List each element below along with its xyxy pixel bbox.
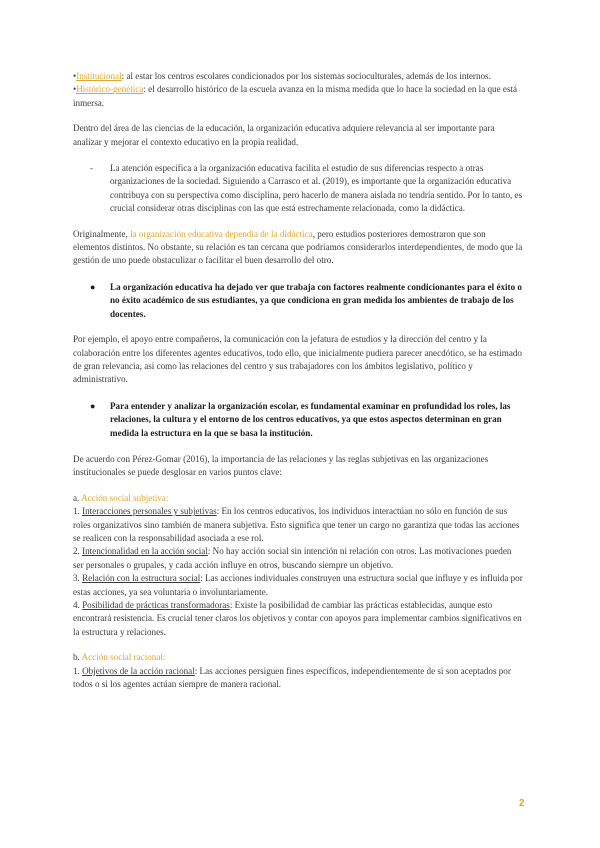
bullet-institucional (73, 70, 523, 83)
section-a-item-2 (73, 545, 523, 572)
dot-item-2-text: Para entender y analizar la organización escolar, es fundamental examinar en profundidad los roles, las relaciones, la cultura y el entorno de los centros educativos, ya que estos aspectos determinan en gran medida la estructura en la que se basa la institución. (110, 400, 511, 438)
dot-list-item-1 (73, 281, 523, 321)
bullet-text: : al estar los centros escolares condicionados por los sistemas socioculturales, además de los internos. (121, 71, 491, 81)
item-number: 1. (73, 506, 80, 517)
section-a-item-4 (73, 599, 523, 639)
item-term: Relación con la estructura social (82, 573, 201, 584)
item-text: : No hay acción social sin intención ni relación con otros. Las motivaciones pueden ser personales o grupales, y cada acción influye en otros, buscando siempre un objetivo. (73, 546, 512, 570)
item-term: Interacciones personales y subjetivas (82, 506, 217, 517)
section-b-heading (73, 651, 523, 664)
section-a-item-1 (73, 505, 523, 545)
bullet-historico (73, 83, 523, 110)
section-a-item-3 (73, 572, 523, 599)
item-number: 4. (73, 600, 80, 610)
term-institucional: Institucional (76, 71, 122, 81)
item-text: : Las acciones individuales construyen una estructura social que influye y es influida por estas acciones, ya sea voluntaria o involuntariamente. (73, 573, 523, 597)
section-b-item-1 (73, 665, 523, 692)
item-term: Objetivos de la acción racional (82, 665, 195, 676)
paragraph-3: Por ejemplo, el apoyo entre compañeros, la comunicación con la jefatura de estudios y la dirección del centro y la colaboración entre los diferentes agentes educativos, todo ello, que inicialmente pudiera parecer anecdótico, se ha estimado de gran relevancia, así como las relaciones del centro y sus trabajadores con los ámbitos legislativo, político y administrativo. (73, 334, 522, 385)
item-number: 1. (73, 665, 80, 676)
item-term: Posibilidad de prácticas transformadoras (82, 600, 230, 610)
dot-marker: ● (90, 400, 96, 411)
page-number: 2 (519, 798, 525, 809)
section-a-heading (73, 492, 523, 505)
section-a-letter: a. (73, 492, 80, 503)
item-text: : Existe la posibilidad de cambiar las prácticas establecidas, aunque esto encontrará resistencia. Es crucial tener claros los objetivos y contar con apoyos para implementar cambios significativos en la estructura y relaciones. (73, 600, 522, 637)
section-b-title: Acción social racional: (81, 652, 166, 663)
bullet-text: : el desarrollo histórico de la escuela avanza en la misma medida que lo hace la sociedad en la que está inmersa. (73, 84, 518, 108)
paragraph-2 (73, 228, 523, 268)
term-historico-genetica: Histórico-genética (76, 84, 144, 95)
dot-marker: ● (90, 281, 96, 292)
bullet-marker: • (73, 71, 77, 81)
item-text: : Las acciones persiguen fines específicos, independientemente de si son aceptados por todos o si los agentes actúan siempre de manera racional. (73, 665, 511, 690)
dash-item-text: La atención específica a la organización educativa facilita el estudio de sus diferencias respecto a otras organizaciones de la sociedad. Siguiendo a Carrasco et al. (2019), es importante que la organización educativa contribuya con su perspectiva como disciplina, pero hacerlo de manera aislada no tendría sentido. Por lo tanto, es crucial considerar otras disciplinas con las que está estrechamente relacionada, como la didáctica. (110, 163, 523, 214)
item-term: Intencionalidad en la acción social (82, 546, 208, 557)
item-number: 3. (73, 573, 80, 584)
dash-marker: - (90, 163, 94, 174)
document-page (73, 70, 523, 691)
section-b-letter: b. (73, 652, 80, 663)
dash-list-item (73, 162, 523, 216)
item-number: 2. (73, 546, 80, 557)
section-a-title: Acción social subjetiva: (81, 492, 169, 503)
paragraph-1: Dentro del área de las ciencias de la educación, la organización educativa adquiere relevancia al ser importante para analizar y mejorar el contexto educativo en la propia realidad. (73, 123, 495, 147)
paragraph-2-lead: Originalmente, (73, 228, 131, 239)
item-text: : En los centros educativos, los individuos interactúan no sólo en función de sus roles organizativos sino también de manera subjetiva. Esto significa que tener un cargo no garantiza que todas las acciones se realicen con la responsabilidad asociada a ese rol. (73, 506, 520, 543)
paragraph-2-highlight: la organización educativa dependía de la didáctica (130, 228, 313, 239)
bullet-marker: • (73, 84, 77, 95)
paragraph-2-rest: , pero estudios posteriores demostraron que son elementos distintos. No obstante, su relación es tan cercana que podríamos considerarlos interdependientes, de modo que la gestión de uno puede obstaculizar o facilitar el buen desarrollo del otro. (73, 228, 523, 266)
dot-list-item-2 (73, 400, 523, 440)
dot-item-1-text: La organización educativa ha dejado ver que trabaja con factores realmente condicionantes para el éxito o no éxito académico de sus estudiantes, ya que condiciona en gran medida los ambientes de trabajo de los docentes. (110, 281, 522, 319)
paragraph-4: De acuerdo con Pérez-Gomar (2016), la importancia de las relaciones y las reglas subjetivas en las organizaciones institucionales se puede desglosar en varios puntos clave: (73, 453, 489, 478)
